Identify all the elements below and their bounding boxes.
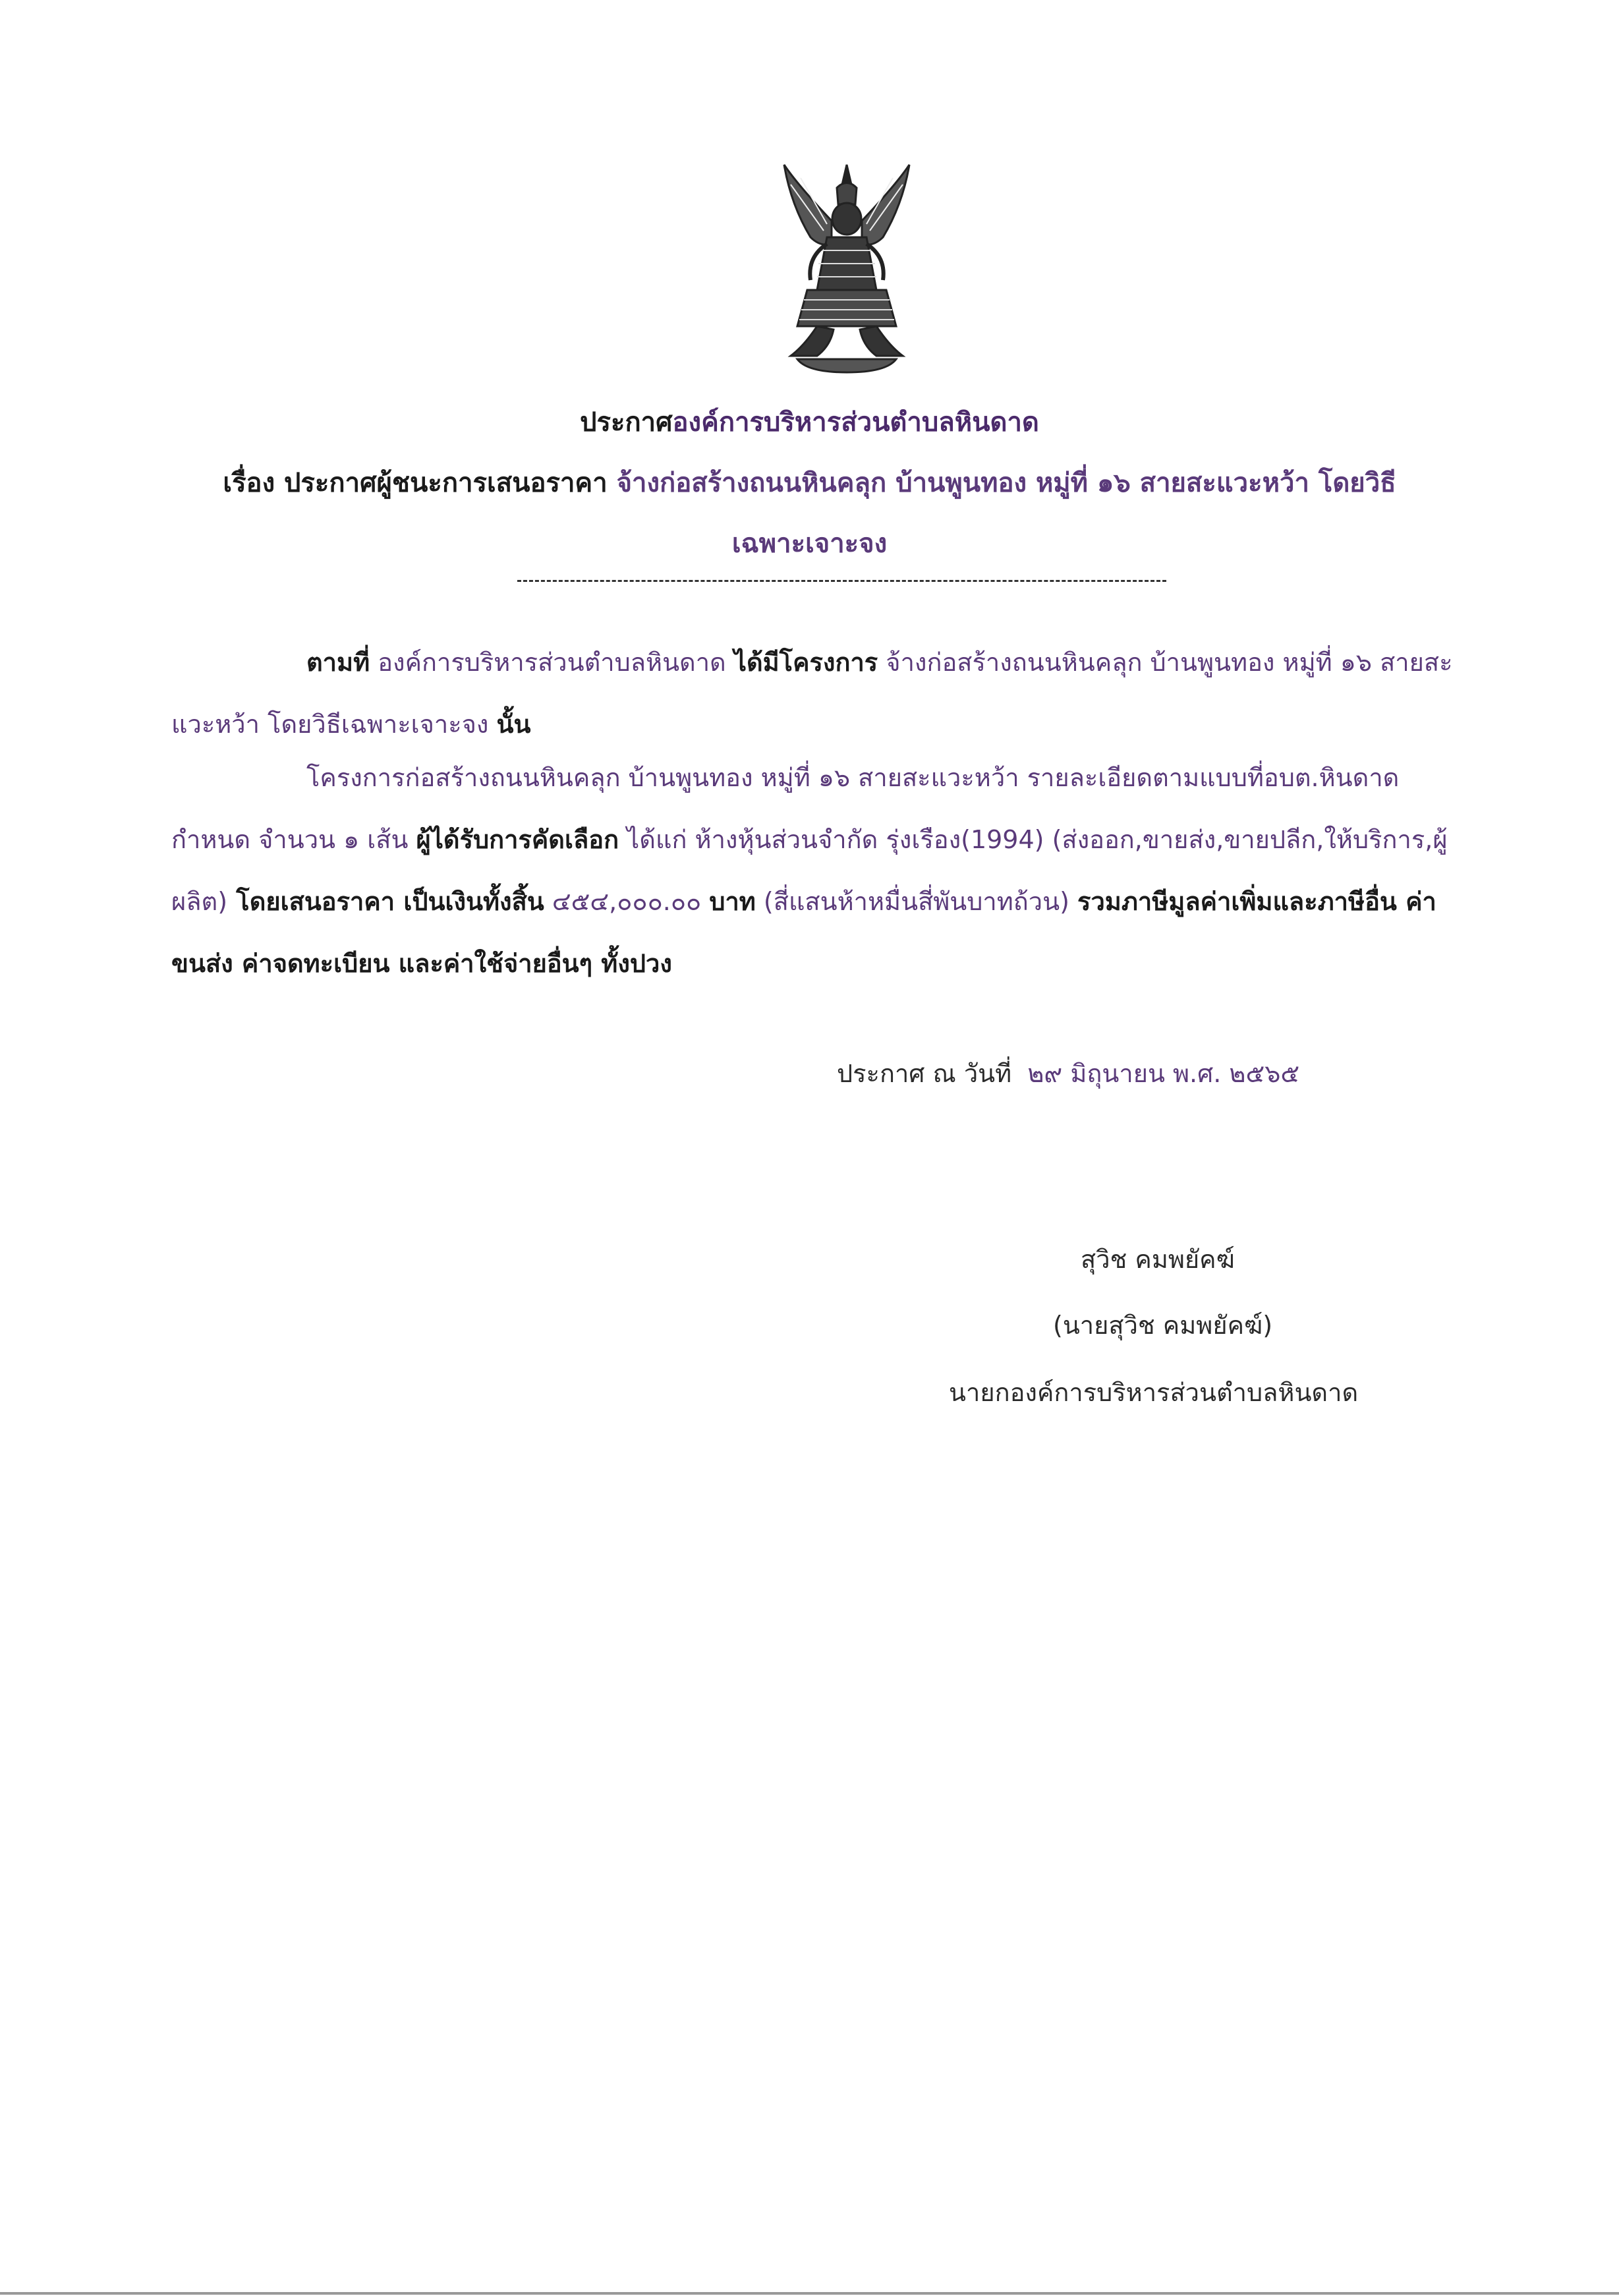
date-label: ประกาศ ณ วันที่ bbox=[837, 1059, 1012, 1088]
paragraph-1: ตามที่ องค์การบริหารส่วนตำบลหินดาด ได้มีโครงการ จ้างก่อสร้างถนนหินคลุก บ้านพูนทอง หมู่ที่ ๑๖ สายสะแวะหว้า โดยวิธีเฉพาะเจาะจง นั้น bbox=[171, 648, 1453, 739]
subject-label: เรื่อง ประกาศผู้ชนะการเสนอราคา bbox=[223, 468, 608, 498]
announcement-subject-line3: เฉพาะเจาะจง bbox=[731, 529, 888, 559]
garuda-emblem-icon bbox=[771, 158, 923, 376]
announcement-date bbox=[837, 1053, 1299, 1093]
paragraph-2: โครงการก่อสร้างถนนหินคลุก บ้านพูนทอง หมู่ที่ ๑๖ สายสะแวะหว้า รายละเอียดตามแบบที่อบต.หินดาดกำหนด จำนวน ๑ เส้น ผู้ได้รับการคัดเลือก ได้แก่ ห้างหุ้นส่วนจำกัด รุ่งเรือง(1994) (ส่งออก,ขายส่ง,ขายปลีก,ให้บริการ,ผู้ผลิต) โดยเสนอราคา เป็นเงินทั้งสิ้น ๔๕๔,๐๐๐.๐๐ บาท (สี่แสนห้าหมื่นสี่พันบาทถ้วน) รวมภาษีมูลค่าเพิ่มและภาษีอื่น ค่าขนส่ง ค่าจดทะเบียน และค่าใช้จ่ายอื่นๆ ทั้งปวง bbox=[171, 763, 1448, 978]
page-bottom-border bbox=[0, 2292, 1619, 2295]
date-value: ๒๙ มิถุนายน พ.ศ. ๒๕๖๕ bbox=[1027, 1059, 1300, 1088]
subject-project: จ้างก่อสร้างถนนหินคลุก บ้านพูนทอง หมู่ที่ ๑๖ สายสะแวะหว้า โดยวิธี bbox=[616, 468, 1396, 498]
announcement-title: ประกาศองค์การบริหารส่วนตำบลหินดาด bbox=[580, 407, 1039, 438]
signature-name: สุวิช คมพยัคฆ์ bbox=[1081, 1245, 1235, 1274]
announcement-subject bbox=[0, 461, 1619, 503]
signature-position: นายกองค์การบริหารส่วนตำบลหินดาด bbox=[949, 1378, 1359, 1407]
separator-dashes bbox=[517, 580, 1166, 582]
signature-name-parenthesized: (นายสุวิช คมพยัคฆ์) bbox=[1053, 1311, 1273, 1340]
